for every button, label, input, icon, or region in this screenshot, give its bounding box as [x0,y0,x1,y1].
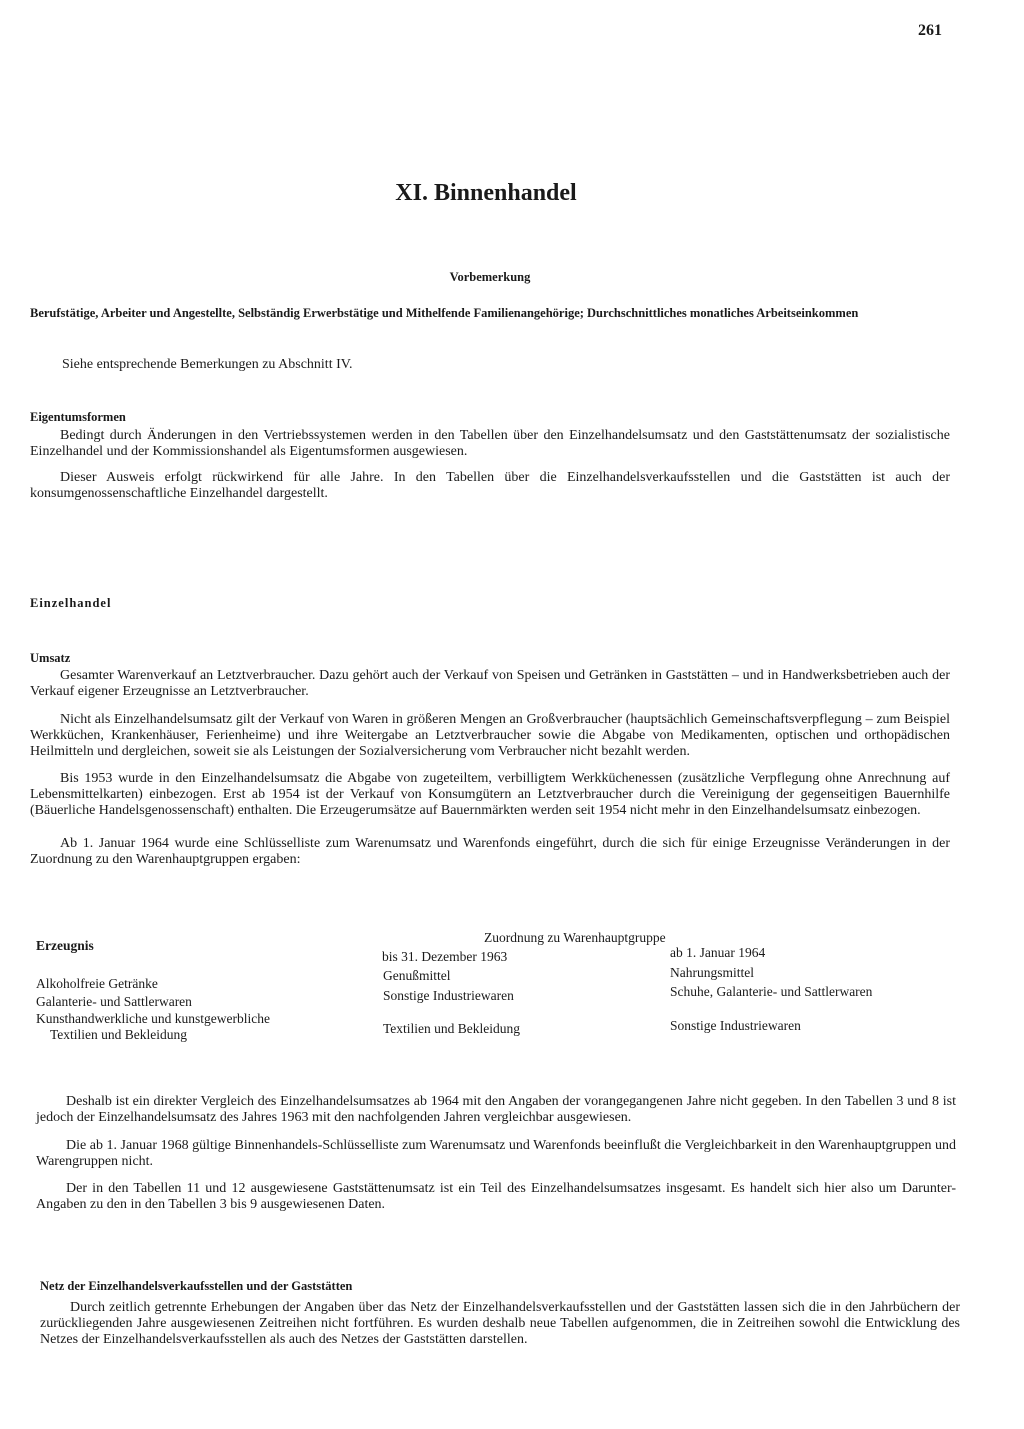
section-heading-employment: Berufstätige, Arbeiter und Angestellte, Selbständig Erwerbstätige und Mithelfende Familienangehörige; Durchschnittliches monatliches Arbeitseinkommen [30,306,859,320]
table-cell-after: Sonstige Industriewaren [670,1018,801,1033]
section-heading-retail: Einzelhandel [30,596,112,610]
table-header-group: Zuordnung zu Warenhauptgruppe [484,930,666,945]
turnover-paragraph-2: Nicht als Einzelhandelsumsatz gilt der Verkauf von Waren in größeren Mengen an Großverbraucher (hauptsächlich Gemeinschaftsverpflegung – zum Beispiel Werkküchen, Krankenhäuser, Ferienheime) und ihre Weitergabe an Letztverbraucher sowie die Abgabe von Medikamenten, optischen und orthopädischen Heilmitteln und dergleichen, soweit sie als Leistungen der Sozialversicherung vom Verbraucher nicht bezahlt werden. [30,712,950,759]
table-header-after: ab 1. Januar 1964 [670,945,766,960]
table-cell-product: Galanterie- und Sattlerwaren [36,994,192,1009]
table-cell-before: Sonstige Industriewaren [383,988,514,1003]
table-cell-before: Genußmittel [383,968,451,983]
preliminary-note-heading: Vorbemerkung [449,270,531,284]
comparison-paragraph-3: Der in den Tabellen 11 und 12 ausgewiesene Gaststättenumsatz ist ein Teil des Einzelhandelsumsatzes insgesamt. Es handelt sich hier also um Darunter-Angaben zu den in den Tabellen 3 bis 9 ausgewiesenen Daten. [36,1181,956,1212]
turnover-paragraph-4: Ab 1. Januar 1964 wurde eine Schlüsselliste zum Warenumsatz und Warenfonds eingeführt, durch die sich für einige Erzeugnisse Veränderungen in der Zuordnung zu den Warenhauptgruppen ergaben: [30,836,950,867]
page-number: 261 [918,22,942,39]
table-header-product: Erzeugnis [36,938,94,953]
ownership-paragraph-2: Dieser Ausweis erfolgt rückwirkend für alle Jahre. In den Tabellen über die Einzelhandelsverkaufsstellen und die Gaststätten ist auch der konsumgenossenschaftliche Einzelhandel dargestellt. [30,470,950,501]
section-heading-ownership: Eigentumsformen [30,410,126,424]
section-heading-network: Netz der Einzelhandelsverkaufsstellen und der Gaststätten [40,1279,353,1293]
chapter-title: XI. Binnenhandel [395,180,577,206]
comparison-paragraph-2: Die ab 1. Januar 1968 gültige Binnenhandels-Schlüsselliste zum Warenumsatz und Warenfonds beeinflußt die Vergleichbarkeit in den Warenhauptgruppen und Warengruppen nicht. [36,1138,956,1169]
table-cell-after: Schuhe, Galanterie- und Sattlerwaren [670,984,873,999]
table-cell-product-continued: Textilien und Bekleidung [50,1027,188,1042]
table-cell-before: Textilien und Bekleidung [383,1021,521,1036]
network-paragraph-1: Durch zeitlich getrennte Erhebungen der Angaben über das Netz der Einzelhandelsverkaufsstellen und der Gaststätten lassen sich die in den Jahrbüchern der zurückliegenden Jahre ausgewiesenen Zeitreihen nicht fortführen. Es wurden deshalb neue Tabellen aufgenommen, die in Zeitreihen sowohl die Entwicklung des Netzes der Einzelhandelsverkaufsstellen als auch des Netzes der Gaststätten darstellen. [40,1300,960,1347]
section-text-employment: Siehe entsprechende Bemerkungen zu Abschnitt IV. [62,357,353,372]
table-header-before: bis 31. Dezember 1963 [382,949,508,964]
table-cell-after: Nahrungsmittel [670,965,754,980]
table-cell-product: Kunsthandwerkliche und kunstgewerbliche [36,1011,270,1026]
turnover-paragraph-1: Gesamter Warenverkauf an Letztverbraucher. Dazu gehört auch der Verkauf von Speisen und Getränken in Gaststätten – und in Handwerksbetrieben auch der Verkauf eigener Erzeugnisse an Letztverbraucher. [30,668,950,699]
subheading-turnover: Umsatz [30,651,71,665]
turnover-paragraph-3: Bis 1953 wurde in den Einzelhandelsumsatz die Abgabe von zugeteiltem, verbilligtem Werkküchenessen (zusätzliche Verpflegung ohne Anrechnung auf Lebensmittelkarten) einbezogen. Erst ab 1954 ist der Verkauf von Konsumgütern an Letztverbraucher durch die Vereinigung der gegenseitigen Bauernhilfe (Bäuerliche Handelsgenossenschaft) enthalten. Die Erzeugerumsätze auf Bauernmärkten werden seit 1954 nicht mehr in den Einzelhandelsumsatz einbezogen. [30,771,950,818]
table-cell-product: Alkoholfreie Getränke [36,976,158,991]
comparison-paragraph-1: Deshalb ist ein direkter Vergleich des Einzelhandelsumsatzes ab 1964 mit den Angaben der vorangegangenen Jahre nicht gegeben. In den Tabellen 3 und 8 ist jedoch der Einzelhandelsumsatz des Jahres 1963 mit den nachfolgenden Jahren vergleichbar ausgewiesen. [36,1094,956,1125]
ownership-paragraph-1: Bedingt durch Änderungen in den Vertriebssystemen werden in den Tabellen über den Einzelhandelsumsatz und den Gaststättenumsatz der sozialistische Einzelhandel und der Kommissionshandel als Eigentumsformen ausgewiesen. [30,428,950,459]
